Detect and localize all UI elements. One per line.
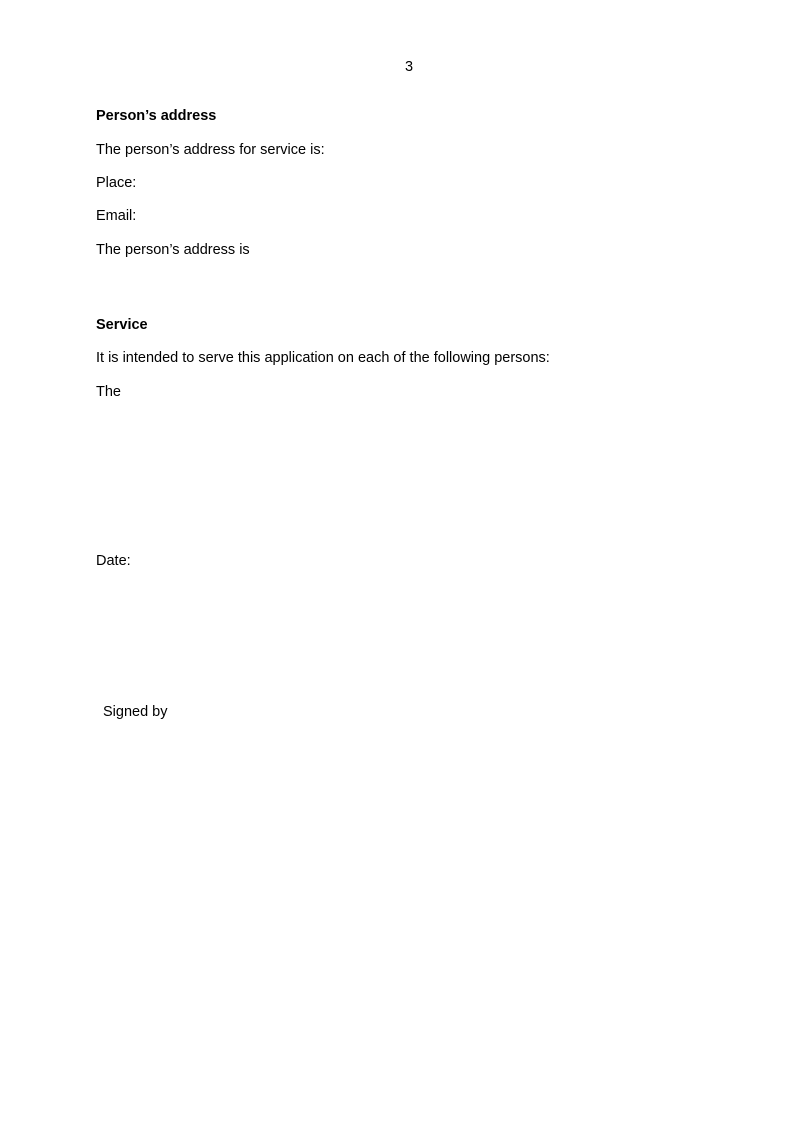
persons-address-intro: The person’s address is xyxy=(96,242,250,258)
service-intro: It is intended to serve this application on each of the following persons: xyxy=(96,350,550,366)
place-label: Place: xyxy=(96,175,137,191)
date-label: Date: xyxy=(96,553,131,569)
service-address-intro: The person’s address for service is: xyxy=(96,142,325,158)
service-first-person-prefix: The xyxy=(96,384,121,400)
email-label: Email: xyxy=(96,208,137,224)
signed-by-label: Signed by xyxy=(103,704,168,720)
page-number: 3 xyxy=(404,59,414,75)
persons-address-heading: Person’s address xyxy=(96,108,217,124)
service-heading: Service xyxy=(96,317,148,333)
